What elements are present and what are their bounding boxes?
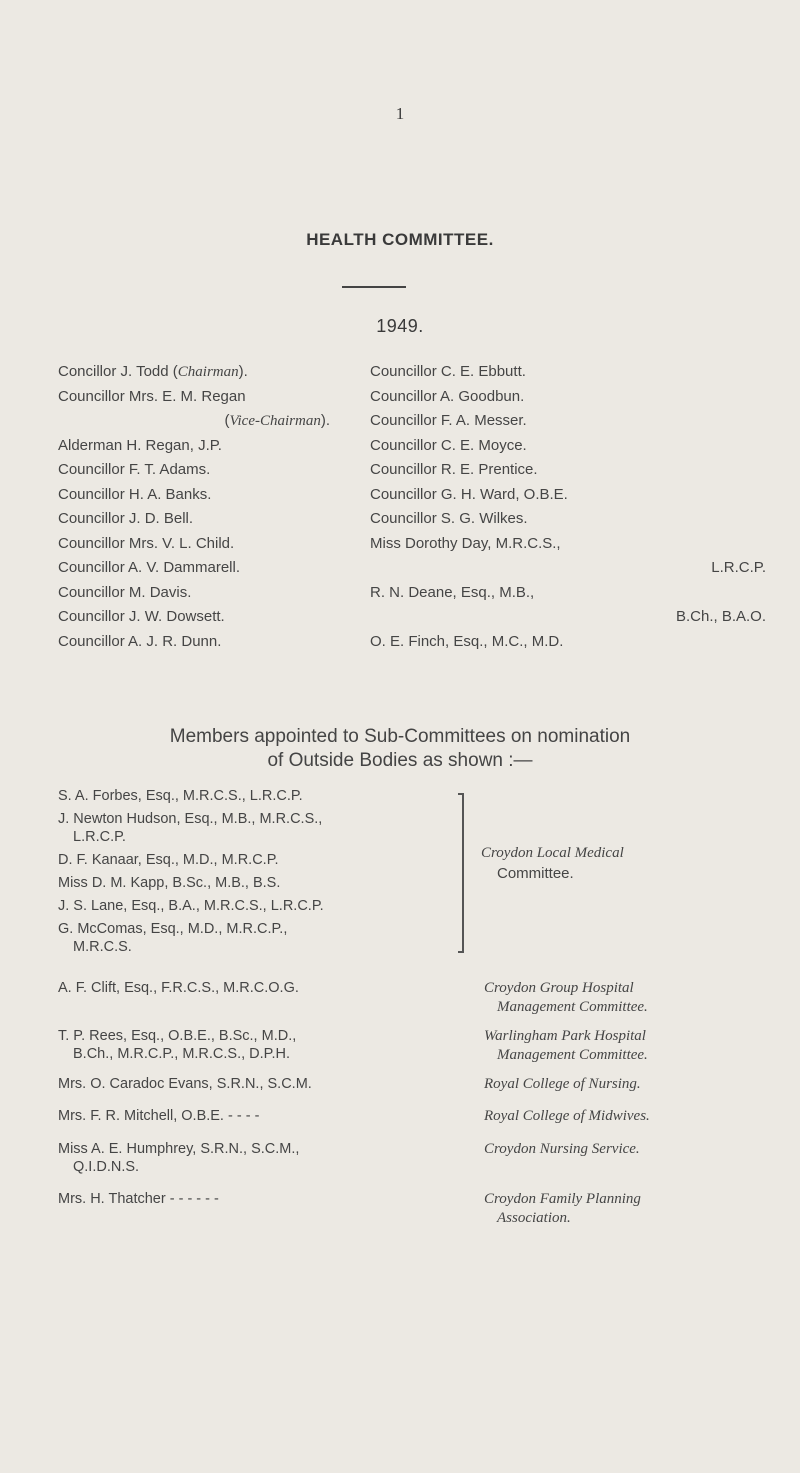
- member-entry: Councillor S. G. Wilkes.: [370, 510, 528, 527]
- nominee-entry: [58, 1140, 299, 1176]
- organisation-name: Management Committee.: [497, 999, 648, 1015]
- organisation-name: Royal College of Midwives.: [484, 1108, 650, 1124]
- nominee-name: J. S. Lane, Esq., B.A., M.R.C.S., L.R.C.P.: [58, 898, 324, 914]
- nominee-entry: [58, 1107, 259, 1125]
- members-left-column: [58, 360, 358, 654]
- organisation-name: Croydon Group Hospital: [484, 980, 634, 996]
- nominee-name: T. P. Rees, Esq., O.B.E., B.Sc., M.D.,: [58, 1028, 297, 1044]
- member-punct: (: [224, 412, 230, 429]
- member-entry: Councillor A. V. Dammarell.: [58, 559, 241, 576]
- nominee-entry: [58, 979, 299, 997]
- organisation-name: Management Committee.: [497, 1047, 648, 1063]
- local-medical-members: [58, 787, 324, 956]
- sub-heading-line: of Outside Bodies as shown :—: [267, 750, 533, 771]
- member-role: Chairman: [177, 364, 239, 380]
- member-entry: Councillor F. A. Messer.: [370, 412, 527, 429]
- member-entry: Councillor A. Goodbun.: [370, 387, 525, 405]
- member-entry: Councillor M. Davis.: [58, 583, 192, 601]
- nominee-name: J. Newton Hudson, Esq., M.B., M.R.C.S.,: [58, 811, 323, 827]
- nominee-entry: [58, 1190, 219, 1208]
- page-number: 1: [395, 104, 405, 123]
- nominee-name: A. F. Clift, Esq., F.R.C.S., M.R.C.O.G.: [58, 980, 299, 996]
- nominee-name: G. McComas, Esq., M.D., M.R.C.P.,: [58, 921, 288, 937]
- sub-heading-line: Members appointed to Sub-Committees on nomination: [169, 726, 631, 747]
- member-entry: Councillor C. E. Ebbutt.: [370, 363, 526, 380]
- organisation-name: Association.: [497, 1210, 571, 1226]
- nominee-name: S. A. Forbes, Esq., M.R.C.S., L.R.C.P.: [58, 788, 303, 804]
- title-rule: [342, 286, 406, 288]
- organisation-name: Croydon Family Planning: [484, 1191, 641, 1207]
- member-entry: Miss Dorothy Day, M.R.C.S.,: [370, 534, 561, 552]
- member-entry: Councillor F. T. Adams.: [58, 461, 211, 478]
- page-title: HEALTH COMMITTEE.: [306, 230, 494, 249]
- member-entry: Alderman H. Regan, J.P.: [58, 436, 222, 454]
- organisation-name: Croydon Nursing Service.: [484, 1141, 640, 1157]
- nominee-name: Mrs. O. Caradoc Evans, S.R.N., S.C.M.: [58, 1076, 312, 1092]
- member-entry: [58, 360, 358, 385]
- member-punct: ).: [320, 412, 330, 429]
- organisation-name: Committee.: [497, 865, 574, 882]
- nominee-qualification: B.Ch., M.R.C.P., M.R.C.S., D.P.H.: [73, 1046, 291, 1062]
- sub-committee-heading: [0, 725, 800, 773]
- member-entry: Councillor A. J. R. Dunn.: [58, 632, 222, 650]
- member-punct: ).: [238, 363, 248, 380]
- member-entry: Councillor J. W. Dowsett.: [58, 608, 225, 625]
- member-entry: Councillor Mrs. E. M. Regan: [58, 387, 246, 405]
- member-name: Concillor J. Todd (: [58, 363, 178, 380]
- member-entry: Councillor J. D. Bell.: [58, 510, 194, 527]
- member-qualification: B.Ch., B.A.O.: [675, 608, 766, 625]
- nominee-name: D. F. Kanaar, Esq., M.D., M.R.C.P.: [58, 852, 279, 868]
- members-right-column: [370, 360, 770, 654]
- group-bracket: [462, 793, 464, 953]
- nominee-qualification: M.R.C.S.: [73, 939, 132, 955]
- member-entry: O. E. Finch, Esq., M.C., M.D.: [370, 632, 564, 650]
- bracket-tick: [458, 793, 462, 795]
- member-entry: Councillor C. E. Moyce.: [370, 436, 527, 454]
- member-entry: Councillor R. E. Prentice.: [370, 461, 538, 478]
- member-entry: R. N. Deane, Esq., M.B.,: [370, 583, 535, 601]
- organisation-name: Royal College of Nursing.: [484, 1076, 641, 1092]
- nominee-name: Mrs. H. Thatcher - - - - - -: [58, 1191, 219, 1207]
- member-entry: Councillor G. H. Ward, O.B.E.: [370, 485, 568, 503]
- year-heading: 1949.: [376, 316, 424, 336]
- member-role: [58, 409, 330, 434]
- nominee-name: Miss A. E. Humphrey, S.R.N., S.C.M.,: [58, 1141, 300, 1157]
- member-entry: Councillor Mrs. V. L. Child.: [58, 534, 235, 552]
- organisation-name: Croydon Local Medical: [481, 845, 624, 861]
- member-entry: Councillor H. A. Banks.: [58, 485, 212, 503]
- nominee-qualification: Q.I.D.N.S.: [73, 1159, 140, 1175]
- nominee-entry: [58, 1027, 296, 1063]
- member-qualification: L.R.C.P.: [711, 559, 766, 576]
- nominee-name: Mrs. F. R. Mitchell, O.B.E. - - - -: [58, 1108, 260, 1124]
- member-role-text: Vice-Chairman: [229, 413, 321, 429]
- nominee-name: Miss D. M. Kapp, B.Sc., M.B., B.S.: [58, 875, 281, 891]
- nominee-entry: [58, 1075, 312, 1093]
- nominee-qualification: L.R.C.P.: [73, 829, 126, 845]
- bracket-tick: [458, 951, 462, 953]
- organisation-name: Warlingham Park Hospital: [484, 1028, 646, 1044]
